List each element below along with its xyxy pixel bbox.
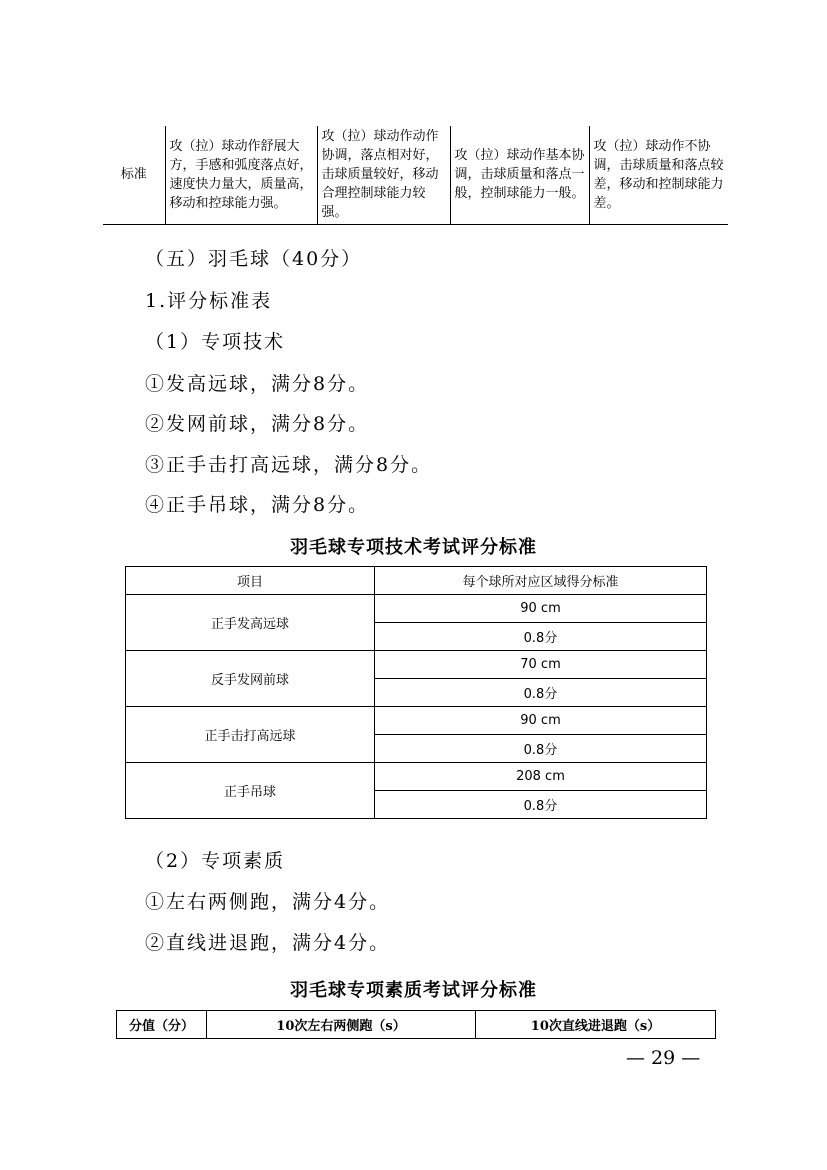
criteria-cell-good: 攻（拉）球动作动作协调，落点相对好，击球质量较好，移动合理控制球能力较强。 xyxy=(317,126,450,224)
header-side-run: 10次左右两侧跑（s） xyxy=(207,1011,476,1039)
criteria-cell-average: 攻（拉）球动作基本协调，击球质量和落点一般，控制球能力一般。 xyxy=(450,126,589,224)
row-score: 0.8分 xyxy=(375,791,707,819)
technique-scoring-table xyxy=(125,566,707,819)
row-item-name: 反手发网前球 xyxy=(126,651,375,707)
section-heading: （五）羽毛球（40分） xyxy=(145,248,363,270)
subheading-technique: （1）专项技术 xyxy=(145,331,286,353)
table-row xyxy=(126,763,707,791)
quality-table-title: 羽毛球专项素质考试评分标准 xyxy=(290,980,537,1001)
criteria-cell-poor: 攻（拉）球动作不协调，击球质量和落点较差，移动和控制球能力差。 xyxy=(589,126,728,224)
criteria-row-label: 标准 xyxy=(103,126,165,224)
row-score: 0.8分 xyxy=(375,735,707,763)
table-header-row xyxy=(126,567,707,595)
table-header-row xyxy=(117,1011,716,1039)
header-item: 项目 xyxy=(126,567,375,595)
row-score: 0.8分 xyxy=(375,679,707,707)
table-row xyxy=(126,595,707,623)
quality-scoring-table xyxy=(116,1010,716,1039)
row-distance: 70 cm xyxy=(375,651,707,679)
quality-item: ②直线进退跑，满分4分。 xyxy=(145,932,391,954)
criteria-cell-excellent: 攻（拉）球动作舒展大方，手感和弧度落点好，速度快力量大，质量高，移动和控球能力强。 xyxy=(165,126,317,224)
row-distance: 208 cm xyxy=(375,763,707,791)
tech-table-title: 羽毛球专项技术考试评分标准 xyxy=(290,537,537,558)
row-item-name: 正手吊球 xyxy=(126,763,375,819)
row-distance: 90 cm xyxy=(375,595,707,623)
row-score: 0.8分 xyxy=(375,623,707,651)
criteria-table xyxy=(103,126,728,225)
criteria-row xyxy=(103,126,728,224)
tech-item: ④正手吊球，满分8分。 xyxy=(145,494,370,516)
table-row xyxy=(126,651,707,679)
table-row xyxy=(126,707,707,735)
row-distance: 90 cm xyxy=(375,707,707,735)
tech-item: ①发高远球，满分8分。 xyxy=(145,373,370,395)
quality-item: ①左右两侧跑，满分4分。 xyxy=(145,891,391,913)
page-number: — 29 — xyxy=(626,1047,701,1069)
row-item-name: 正手击打高远球 xyxy=(126,707,375,763)
subheading-scoring-table: 1.评分标准表 xyxy=(145,290,273,312)
subheading-quality: （2）专项素质 xyxy=(145,850,286,872)
header-score: 分值（分） xyxy=(117,1011,207,1039)
row-item-name: 正手发高远球 xyxy=(126,595,375,651)
tech-item: ②发网前球，满分8分。 xyxy=(145,413,370,435)
tech-item: ③正手击打高远球，满分8分。 xyxy=(145,454,433,476)
header-straight-run: 10次直线进退跑（s） xyxy=(476,1011,716,1039)
header-standard: 每个球所对应区域得分标准 xyxy=(375,567,707,595)
